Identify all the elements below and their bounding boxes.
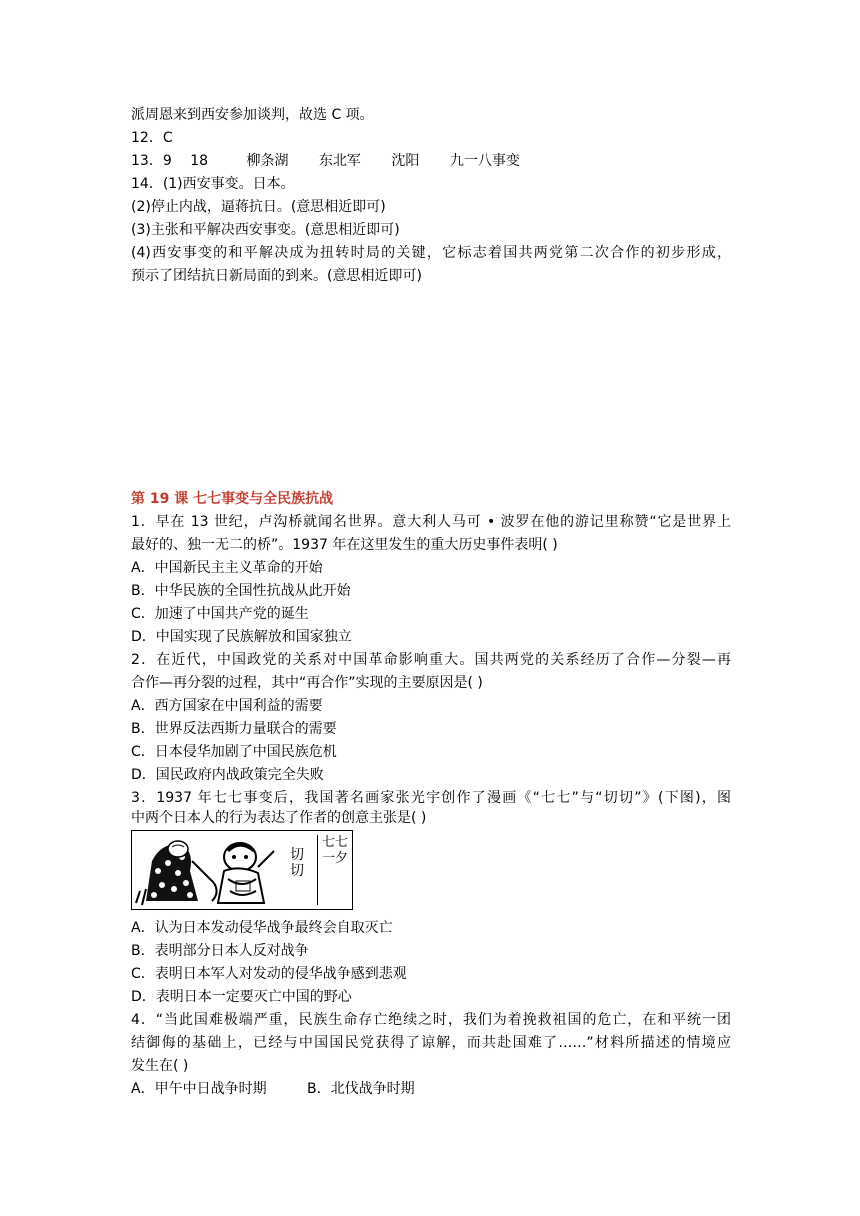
answer-13 (131, 151, 731, 171)
q4-option-a: A．甲午中日战争时期 (131, 1081, 267, 1097)
q1-option-b: B．中华民族的全国性抗战从此开始 (131, 583, 351, 599)
question-3-cont: 中两个日本人的行为表达了作者的创意主张是( ) (131, 810, 427, 826)
q3-option-d: D．表明日本一定要灭亡中国的野心 (131, 989, 352, 1005)
q4-options-row (131, 1079, 731, 1099)
answer-13-blank: 18 (190, 153, 209, 169)
q3-option-b: B．表明部分日本人反对战争 (131, 943, 309, 959)
answer-14-3: (3)主张和平解决西安事变。(意思相近即可) (131, 222, 400, 238)
q2-option-d: D．国民政府内战政策完全失败 (131, 767, 324, 783)
cartoon-caption-qie: 切切 (290, 847, 304, 879)
answer-line: 派周恩来到西安参加谈判，故选 C 项。 (131, 107, 374, 123)
question-2: 2．在近代，中国政党的关系对中国革命影响重大。国共两党的关系经历了合作—分裂—再 (131, 652, 731, 668)
question-4-cont2: 发生在( ) (131, 1058, 189, 1074)
answer-13-num: 13．9 (131, 153, 172, 169)
lesson-title: 第 19 课 七七事变与全民族抗战 (131, 491, 334, 507)
answer-13-blank: 柳条湖 (246, 153, 289, 169)
answer-14-4: (4)西安事变的和平解决成为扭转时局的关键，它标志着国共两党第二次合作的初步形成， (131, 245, 731, 261)
q2-option-a: A．西方国家在中国利益的需要 (131, 698, 323, 714)
question-4: 4．“当此国难极端严重，民族生命存亡绝续之时，我们为着挽救祖国的危亡，在和平统一团 (131, 1012, 731, 1028)
question-4-cont: 结御侮的基础上，已经与中国国民党获得了谅解，而共赴国难了……”材料所描述的情境应 (131, 1035, 731, 1051)
q1-option-c: C．加速了中国共产党的诞生 (131, 606, 309, 622)
q1-option-a: A．中国新民主主义革命的开始 (131, 560, 323, 576)
q2-option-c: C．日本侵华加剧了中国民族危机 (131, 744, 337, 760)
q1-option-d: D．中国实现了民族解放和国家独立 (131, 629, 352, 645)
q2-option-b: B．世界反法西斯力量联合的需要 (131, 721, 337, 737)
question-2-cont: 合作—再分裂的过程，其中“再合作”实现的主要原因是( ) (131, 675, 483, 691)
question-1-cont: 最好的、独一无二的桥”。1937 年在这里发生的重大历史事件表明( ) (131, 537, 558, 553)
answer-13-blank: 东北军 (318, 153, 361, 169)
q3-option-a: A．认为日本发动侵华战争最终会自取灭亡 (131, 920, 393, 936)
question-1: 1．早在 13 世纪，卢沟桥就闻名世界。意大利人马可 • 波罗在他的游记里称赞“它是世界上 (131, 514, 731, 530)
answer-14-4-cont: 预示了团结抗日新局面的到来。(意思相近即可) (131, 268, 422, 284)
cartoon-image (131, 830, 353, 910)
answer-13-blank: 九一八事变 (449, 153, 520, 169)
answer-14-1: 14．(1)西安事变。日本。 (131, 176, 295, 192)
answer-13-blank: 沈阳 (391, 153, 420, 169)
answer-14-2: (2)停止内战，逼蒋抗日。(意思相近即可) (131, 199, 386, 215)
q4-option-b: B．北伐战争时期 (307, 1081, 415, 1097)
question-3: 3．1937 年七七事变后，我国著名画家张光宇创作了漫画《“七七”与“切切”》(下图)，图 (131, 790, 731, 806)
answer-12: 12．C (131, 130, 173, 146)
q3-option-c: C．表明日本军人对发动的侵华战争感到悲观 (131, 966, 407, 982)
cartoon-caption-qiqi: 七七一夕 (317, 835, 348, 905)
